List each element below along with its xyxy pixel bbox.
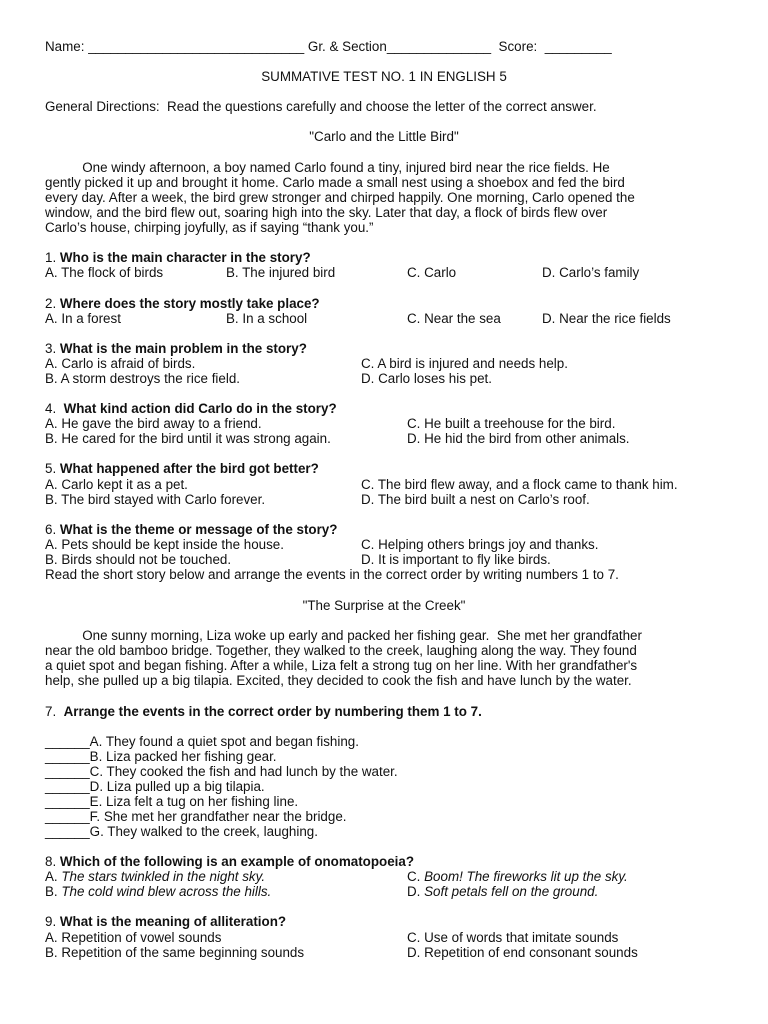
section-blank: ______________	[386, 39, 492, 54]
option-d: D. Carlo loses his pet.	[361, 371, 492, 386]
question-text: What is the theme or message of the story?	[59, 522, 338, 537]
option-b: B. Repetition of the same beginning sounds	[45, 945, 305, 960]
question-text: Which of the following is an example of onomatopoeia?	[59, 854, 415, 869]
option-c: C. He built a treehouse for the bird.	[407, 416, 616, 431]
event-blank-a[interactable]: ______A. They found a quiet spot and began fishing.	[45, 734, 359, 749]
story2-line: a quiet spot and began fishing. After a while, Liza felt a strong tug on her line. With her grandfather's	[45, 658, 638, 673]
option-d: D. Carlo’s family	[542, 265, 640, 280]
story1-line: gently picked it up and brought it home. Carlo made a small nest using a shoebox and fed the bird	[45, 175, 625, 190]
question-2	[45, 296, 320, 311]
question-4	[45, 401, 337, 416]
story1-line: every day. After a week, the bird grew stronger and chirped happily. One morning, Carlo opened the	[45, 190, 635, 205]
story2-line: help, she pulled up a big tilapia. Excited, they decided to cook the fish and have lunch by the water.	[45, 673, 632, 688]
question-text: What is the main problem in the story?	[59, 341, 307, 356]
option-c: C. Use of words that imitate sounds	[407, 930, 619, 945]
story1-line: window, and the bird flew out, soaring high into the sky. Later that day, a flock of birds flew over	[45, 205, 608, 220]
option-a: A. In a forest	[45, 311, 121, 326]
event-blank-e[interactable]: ______E. Liza felt a tug on her fishing line.	[45, 794, 299, 809]
option-b: B. The injured bird	[226, 265, 336, 280]
event-blank-d[interactable]: ______D. Liza pulled up a big tilapia.	[45, 779, 265, 794]
score-blank: _________	[544, 39, 612, 54]
story2-line: One sunny morning, Liza woke up early and packed her fishing gear. She met her grandfather	[45, 628, 642, 643]
question-text: Arrange the events in the correct order by numbering them 1 to 7.	[63, 704, 482, 719]
option-text: The cold wind blew across the hills.	[61, 884, 272, 899]
option-a: A. Carlo kept it as a pet.	[45, 477, 188, 492]
option-a: A. Carlo is afraid of birds.	[45, 356, 196, 371]
question-text: What happened after the bird got better?	[59, 461, 319, 476]
score-label: Score:	[498, 39, 538, 54]
option-text: Boom! The fireworks lit up the sky.	[424, 869, 628, 884]
question-5	[45, 461, 319, 476]
question-number: 4.	[45, 401, 64, 416]
option-c: C. A bird is injured and needs help.	[361, 356, 568, 371]
question-number: 7.	[45, 704, 64, 719]
question-3	[45, 341, 307, 356]
story1-line: One windy afternoon, a boy named Carlo found a tiny, injured bird near the rice fields. He	[45, 160, 610, 175]
option-b: B. Birds should not be touched.	[45, 552, 232, 567]
option-a: A. Pets should be kept inside the house.	[45, 537, 284, 552]
option-d: D. He hid the bird from other animals.	[407, 431, 630, 446]
question-number: 5.	[45, 461, 60, 476]
question-6	[45, 522, 337, 537]
name-blank: _____________________________	[88, 39, 305, 54]
question-1	[45, 250, 311, 265]
option-d: D. Near the rice fields	[542, 311, 671, 326]
question-number: 8.	[45, 854, 60, 869]
option-b: B. He cared for the bird until it was strong again.	[45, 431, 331, 446]
header-line	[45, 39, 612, 54]
option-a: A. He gave the bird away to a friend.	[45, 416, 262, 431]
option-a: A. The flock of birds	[45, 265, 164, 280]
question-text: What is the meaning of alliteration?	[59, 914, 287, 929]
general-directions: General Directions: Read the questions carefully and choose the letter of the correct answer.	[45, 99, 597, 114]
option-b: B. The bird stayed with Carlo forever.	[45, 492, 266, 507]
option-text: The stars twinkled in the night sky.	[61, 869, 266, 884]
story1-title: "Carlo and the Little Bird"	[309, 129, 459, 144]
event-blank-f[interactable]: ______F. She met her grandfather near the bridge.	[45, 809, 347, 824]
option-d: D. The bird built a nest on Carlo’s roof.	[361, 492, 590, 507]
question-number: 1.	[45, 250, 60, 265]
option-letter: D.	[407, 884, 425, 899]
question-text: Where does the story mostly take place?	[59, 296, 320, 311]
option-c	[407, 869, 628, 884]
option-b: B. In a school	[226, 311, 308, 326]
option-b	[45, 884, 271, 899]
option-c: C. Near the sea	[407, 311, 501, 326]
option-d	[407, 884, 598, 899]
option-a: A. Repetition of vowel sounds	[45, 930, 222, 945]
section-label: Gr. & Section	[307, 39, 387, 54]
option-c: C. Helping others brings joy and thanks.	[361, 537, 599, 552]
option-text: Soft petals fell on the ground.	[424, 884, 599, 899]
option-b: B. A storm destroys the rice field.	[45, 371, 240, 386]
test-title: SUMMATIVE TEST NO. 1 IN ENGLISH 5	[261, 69, 507, 84]
question-number: 3.	[45, 341, 60, 356]
question-text: What kind action did Carlo do in the story?	[63, 401, 337, 416]
option-letter: A.	[45, 869, 62, 884]
story2-title: "The Surprise at the Creek"	[302, 598, 466, 613]
question-7	[45, 704, 482, 719]
option-c: C. Carlo	[407, 265, 457, 280]
name-label: Name:	[45, 39, 85, 54]
question-8	[45, 854, 414, 869]
question-number: 6.	[45, 522, 60, 537]
question-number: 2.	[45, 296, 60, 311]
story1-line: Carlo’s house, chirping joyfully, as if saying “thank you.”	[45, 220, 374, 235]
event-blank-b[interactable]: ______B. Liza packed her fishing gear.	[45, 749, 277, 764]
story2-line: near the old bamboo bridge. Together, they walked to the creek, laughing along the way. They found	[45, 643, 637, 658]
event-blank-c[interactable]: ______C. They cooked the fish and had lunch by the water.	[45, 764, 398, 779]
arrange-directions: Read the short story below and arrange the events in the correct order by writing numbers 1 to 7.	[45, 567, 619, 582]
question-number: 9.	[45, 914, 60, 929]
option-letter: C.	[407, 869, 425, 884]
question-9	[45, 914, 286, 929]
question-text: Who is the main character in the story?	[59, 250, 311, 265]
option-c: C. The bird flew away, and a flock came to thank him.	[361, 477, 678, 492]
option-letter: B.	[45, 884, 62, 899]
option-a	[45, 869, 265, 884]
event-blank-g[interactable]: ______G. They walked to the creek, laughing.	[45, 824, 318, 839]
option-d: D. Repetition of end consonant sounds	[407, 945, 638, 960]
option-d: D. It is important to fly like birds.	[361, 552, 551, 567]
